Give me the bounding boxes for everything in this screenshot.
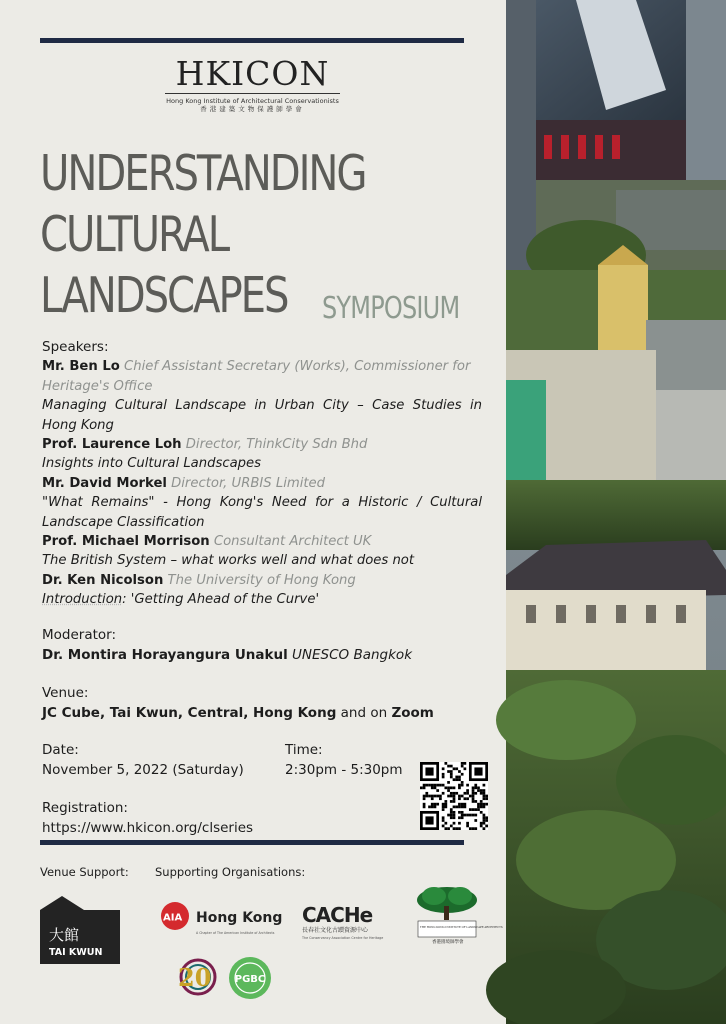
pgbc-mark: PGBC	[234, 974, 266, 985]
venue-place: JC Cube, Tai Kwun, Central, Hong Kong	[42, 704, 337, 721]
registration-url[interactable]: https://www.hkicon.org/clseries	[42, 819, 254, 836]
registration-qr-code[interactable]	[420, 762, 488, 830]
date-label: Date:	[42, 742, 79, 758]
hkicon-logo	[165, 54, 340, 114]
supporting-orgs-label: Supporting Organisations:	[155, 865, 306, 879]
twentieth-anniversary-logo	[170, 956, 220, 1000]
speaker-talk: Managing Cultural Landscape in Urban City – Case Studies in Hong Kong	[42, 398, 482, 433]
aia-sub: A Chapter of The American Institute of Architects	[196, 931, 275, 935]
speaker-role: Chief Assistant Secretary (Works), Commissioner for Heritage's Office	[42, 359, 471, 394]
bottom-rule	[40, 840, 464, 845]
logo-divider	[165, 93, 340, 94]
anniversary-number: 20	[178, 963, 212, 992]
cache-zh: 長春社文化古蹟資源中心	[302, 927, 369, 934]
speaker-role: Director, URBIS Limited	[171, 475, 326, 491]
registration-section	[42, 799, 253, 838]
hkila-logo	[414, 884, 503, 948]
cache-name: CACHe	[302, 903, 373, 927]
moderator-line	[42, 646, 412, 666]
speaker-name: Mr. David Morkel	[42, 475, 167, 491]
time-section	[285, 741, 403, 780]
speaker-entry	[42, 474, 482, 493]
speakers-section	[42, 338, 482, 610]
aia-mark: AIA	[163, 912, 183, 924]
venue-and-on: and on	[340, 704, 388, 721]
speaker-role: Consultant Architect UK	[213, 534, 372, 550]
tai-kwun-zh: 大館	[49, 926, 80, 944]
venue-section	[42, 684, 434, 723]
venue-online: Zoom	[391, 704, 434, 721]
speaker-name: Dr. Ken Nicolson	[42, 572, 164, 588]
moderator-label: Moderator:	[42, 627, 117, 643]
aia-name: Hong Kong	[196, 910, 283, 926]
hong-kong-aerial-photo	[506, 0, 726, 1024]
title-line-2: CULTURAL	[40, 206, 229, 263]
speakers-label: Speakers:	[42, 339, 109, 355]
speaker-name: Prof. Laurence Loh	[42, 437, 182, 453]
speaker-talk: "What Remains" - Hong Kong's Need for a Historic / Cultural Landscape Classification	[42, 495, 482, 530]
speaker-role: The University of Hong Kong	[167, 572, 356, 588]
speaker-talk: Insights into Cultural Landscapes	[42, 456, 262, 472]
speaker-role: Director, ThinkCity Sdn Bhd	[185, 437, 368, 453]
speaker-talk-prefix: Introduction	[42, 592, 123, 608]
speaker-entry	[42, 571, 482, 590]
logo-subtitle-en: Hong Kong Institute of Architectural Conservationists	[166, 97, 339, 105]
title-line-1: UNDERSTANDING	[40, 145, 366, 202]
time-value: 2:30pm - 5:30pm	[285, 761, 403, 778]
venue-line	[42, 704, 434, 724]
aia-hong-kong-logo	[159, 902, 283, 936]
hkila-name: THE HONG KONG INSTITUTE OF LANDSCAPE ARCHITECTS	[420, 926, 503, 929]
tai-kwun-logo	[40, 896, 120, 964]
speaker-talk-rest: : 'Getting Ahead of the Curve'	[122, 592, 320, 608]
time-label: Time:	[285, 742, 323, 758]
logo-name: HKICON	[175, 54, 330, 93]
cache-sub: The Conservancy Association Centre for Heritage	[302, 936, 384, 940]
speaker-talk: The British System – what works well and what does not	[42, 553, 415, 569]
speaker-entry	[42, 357, 482, 396]
top-rule	[40, 38, 464, 43]
speaker-name: Prof. Michael Morrison	[42, 534, 210, 550]
title-line-3: LANDSCAPES	[40, 267, 288, 324]
pgbc-logo	[228, 956, 272, 1000]
cache-logo	[302, 902, 392, 942]
registration-label: Registration:	[42, 800, 128, 816]
date-value: November 5, 2022 (Saturday)	[42, 761, 244, 778]
moderator-name: Dr. Montira Horayangura Unakul	[42, 646, 288, 663]
venue-support-label: Venue Support:	[40, 865, 129, 879]
speaker-name: Mr. Ben Lo	[42, 359, 120, 375]
speaker-talk	[42, 590, 482, 609]
date-section	[42, 741, 244, 780]
moderator-org: UNESCO Bangkok	[292, 646, 413, 663]
venue-label: Venue:	[42, 685, 89, 701]
tai-kwun-en: TAI KWUN	[49, 947, 103, 958]
speaker-entry	[42, 435, 482, 454]
logo-subtitle-zh: 香港建築文物保護師學會	[200, 105, 305, 113]
speaker-entry	[42, 532, 482, 551]
title-suffix: SYMPOSIUM	[322, 291, 460, 326]
moderator-section	[42, 626, 412, 665]
hkila-zh: 香港園境師學會	[432, 940, 464, 945]
